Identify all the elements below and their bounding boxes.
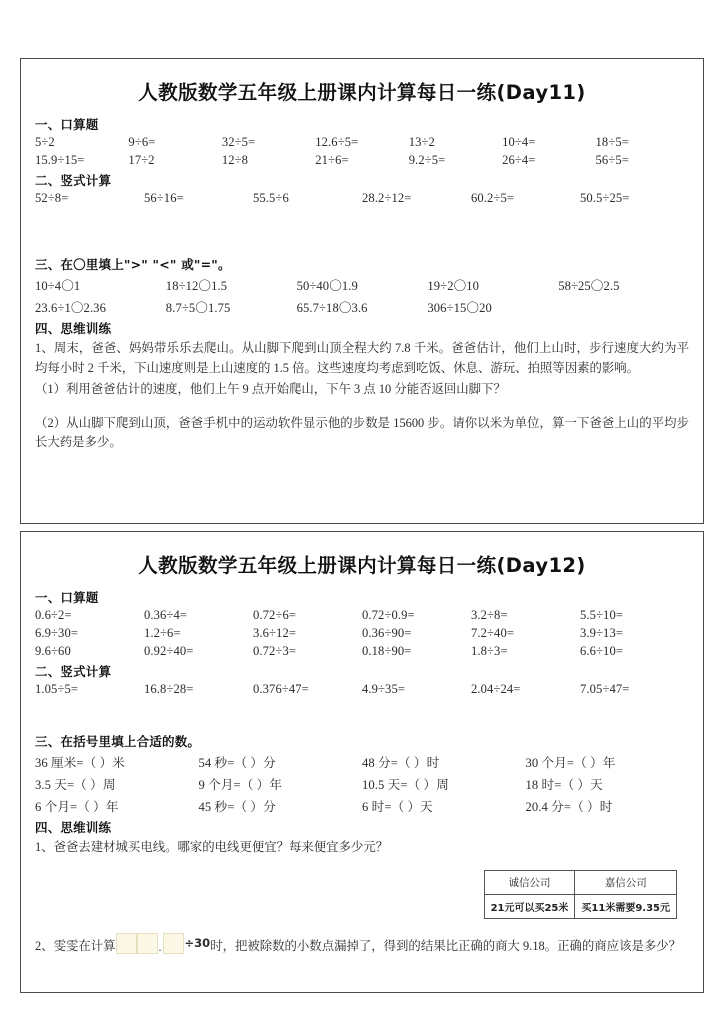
unit-fill-row-2-day12: [35, 774, 689, 793]
compare-row-1-day11: [35, 275, 689, 294]
vertical-calc-row-1-day12: [35, 682, 689, 697]
expression: 2.04÷24=: [471, 682, 521, 696]
expression: 0.6÷2=: [35, 608, 72, 622]
oral-calc-row-1-day12: [35, 608, 689, 623]
expression: 306÷15〇20: [427, 301, 492, 315]
blank-box-2[interactable]: [137, 933, 158, 954]
table-header-cell: 诚信公司: [484, 870, 575, 894]
expression: 10÷4=: [502, 135, 536, 149]
section-heading-thinking-day12: 四、思维训练: [35, 820, 112, 835]
answer-space-vertical-calc-day11: [35, 209, 689, 253]
expression: 52÷8=: [35, 191, 69, 205]
worksheet-card-day12: [20, 531, 704, 993]
unit-conversion: 45 秒=（ ）分: [198, 800, 276, 814]
expression: 23.6÷1〇2.36: [35, 301, 106, 315]
expression: 8.7÷5〇1.75: [165, 301, 231, 315]
expression: 9.6÷60: [35, 644, 71, 658]
vertical-calc-row-1-day11: [35, 191, 689, 206]
price-comparison-table-wrap: [35, 870, 689, 919]
expression: 15.9÷15=: [35, 153, 85, 167]
expression: 5÷2: [35, 135, 55, 149]
page-title-day12: 人教版数学五年级上册课内计算每日一练(Day12): [138, 554, 586, 577]
page-title-day11: 人教版数学五年级上册课内计算每日一练(Day11): [138, 81, 586, 104]
expression: 55.5÷6: [253, 191, 289, 205]
unit-conversion: 36 厘米=（ ）米: [35, 756, 125, 770]
section-heading-oral-calc-day12: 一、口算题: [35, 590, 99, 605]
expression: 3.2÷8=: [471, 608, 508, 622]
expression: 0.18÷90=: [362, 644, 412, 658]
thinking-problem-2-day12: [35, 933, 689, 959]
expression: 3.9÷13=: [580, 626, 624, 640]
expression: 12.6÷5=: [315, 135, 359, 149]
expression: 21÷6=: [315, 153, 349, 167]
problem-2-text-before: 2、雯雯在计算: [35, 938, 116, 953]
thinking-problem-1a-day11: （1）利用爸爸估计的速度，他们上午 9 点开始爬山，下午 3 点 10 分能否返回山脚下？: [35, 382, 506, 397]
expression: 50÷40〇1.9: [296, 279, 358, 293]
expression: 60.2÷5=: [471, 191, 515, 205]
expression: 65.7÷18〇3.6: [296, 301, 368, 315]
unit-fill-row-3-day12: [35, 796, 689, 815]
expression: 0.36÷90=: [362, 626, 412, 640]
expression: 1.8÷3=: [471, 644, 508, 658]
table-header-cell: 嘉信公司: [575, 870, 677, 894]
expression: 56÷16=: [144, 191, 184, 205]
oral-calc-row-2-day11: [35, 153, 689, 168]
table-header-row: [484, 870, 676, 894]
expression: 0.376÷47=: [253, 682, 309, 696]
section-heading-thinking-day11: 四、思维训练: [35, 321, 112, 336]
unit-conversion: 6 个月=（ ）年: [35, 800, 119, 814]
expression: 5.5÷10=: [580, 608, 624, 622]
expression: 50.5÷25=: [580, 191, 630, 205]
unit-fill-row-1-day12: [35, 752, 689, 771]
expression: 6.6÷10=: [580, 644, 624, 658]
blank-box-1[interactable]: [116, 933, 137, 954]
oral-calc-row-3-day12: [35, 644, 689, 659]
blank-box-3[interactable]: [163, 933, 184, 954]
section-heading-oral-calc-day11: 一、口算题: [35, 117, 99, 132]
decimal-point: .: [158, 939, 162, 954]
expression: 58÷25〇2.5: [558, 279, 620, 293]
answer-space-vertical-calc-day12: [35, 700, 689, 730]
expression: 18÷12〇1.5: [165, 279, 228, 293]
unit-conversion: 48 分=（ ）时: [362, 756, 440, 770]
expression: 56÷5=: [595, 153, 629, 167]
section-heading-vertical-calc-day12: 二、竖式计算: [35, 664, 112, 679]
expression: 7.2÷40=: [471, 626, 515, 640]
unit-conversion: 54 秒=（ ）分: [198, 756, 276, 770]
oral-calc-row-2-day12: [35, 626, 689, 641]
expression: 0.72÷0.9=: [362, 608, 415, 622]
expression: 13÷2: [408, 135, 435, 149]
table-cell: 买11米需要9.35元: [575, 894, 677, 918]
section-heading-compare-day11: 三、在〇里填上">" "<" 或"="。: [35, 257, 231, 272]
answer-space-1a-day11: [35, 402, 689, 412]
problem-2-divisor: ÷30: [184, 935, 211, 950]
expression: 26÷4=: [502, 153, 536, 167]
expression: 0.72÷6=: [253, 608, 297, 622]
expression: 7.05÷47=: [580, 682, 630, 696]
expression: 9÷6=: [128, 135, 156, 149]
unit-conversion: 10.5 天=（ ）周: [362, 778, 449, 792]
worksheet-card-day11: [20, 58, 704, 524]
expression: 3.6÷12=: [253, 626, 297, 640]
thinking-problem-1b-day11: （2）从山脚下爬到山顶，爸爸手机中的运动软件显示他的步数是 15600 步。请你以米为单位，算一下爸爸上山的平均步长大药是多少。: [35, 415, 689, 450]
oral-calc-row-1-day11: [35, 135, 689, 150]
problem-2-text-after: 时，把被除数的小数点漏掉了，得到的结果比正确的商大 9.18。正确的商应该是多少？: [210, 938, 682, 953]
compare-row-2-day11: [35, 297, 689, 316]
expression: 0.72÷3=: [253, 644, 297, 658]
expression: 6.9÷30=: [35, 626, 79, 640]
section-heading-vertical-calc-day11: 二、竖式计算: [35, 173, 112, 188]
price-comparison-table: [484, 870, 677, 919]
unit-conversion: 30 个月=（ ）年: [525, 756, 616, 770]
table-row: [484, 894, 676, 918]
section-heading-unit-fill-day12: 三、在括号里填上合适的数。: [35, 734, 201, 749]
expression: 9.2÷5=: [408, 153, 446, 167]
expression: [558, 297, 689, 316]
unit-conversion: 20.4 分=（ ）时: [525, 800, 613, 814]
expression: 16.8÷28=: [144, 682, 194, 696]
expression: 17÷2: [128, 153, 155, 167]
expression: 28.2÷12=: [362, 191, 412, 205]
expression: 10÷4〇1: [35, 279, 81, 293]
thinking-problem-1-day11: 1、周末，爸爸、妈妈带乐乐去爬山。从山脚下爬到山顶全程大约 7.8 千米。爸爸估计，他们上山时，步行速度大约为平均每小时 2 千米，下山速度则是上山速度的 1.5 倍。这些速度均考虑到吃饭、休息、游玩、拍照等因素的影响。: [35, 341, 689, 375]
expression: 0.36÷4=: [144, 608, 188, 622]
expression: 4.9÷35=: [362, 682, 406, 696]
expression: 1.2÷6=: [144, 626, 181, 640]
unit-conversion: 3.5 天=（ ）周: [35, 778, 116, 792]
expression: 12÷8: [221, 153, 249, 167]
unit-conversion: 18 时=（ ）天: [525, 778, 603, 792]
expression: 32÷5=: [221, 135, 256, 149]
unit-conversion: 9 个月=（ ）年: [198, 778, 283, 792]
unit-conversion: 6 时=（ ）天: [362, 800, 433, 814]
expression: 18÷5=: [595, 135, 629, 149]
thinking-problem-1-day12: 1、爸爸去建材城买电线。哪家的电线更便宜？每来便宜多少元？: [35, 840, 389, 854]
expression: 1.05÷5=: [35, 682, 79, 696]
expression: 19÷2〇10: [427, 279, 480, 293]
expression: 0.92÷40=: [144, 644, 194, 658]
table-cell: 21元可以买25米: [484, 894, 575, 918]
